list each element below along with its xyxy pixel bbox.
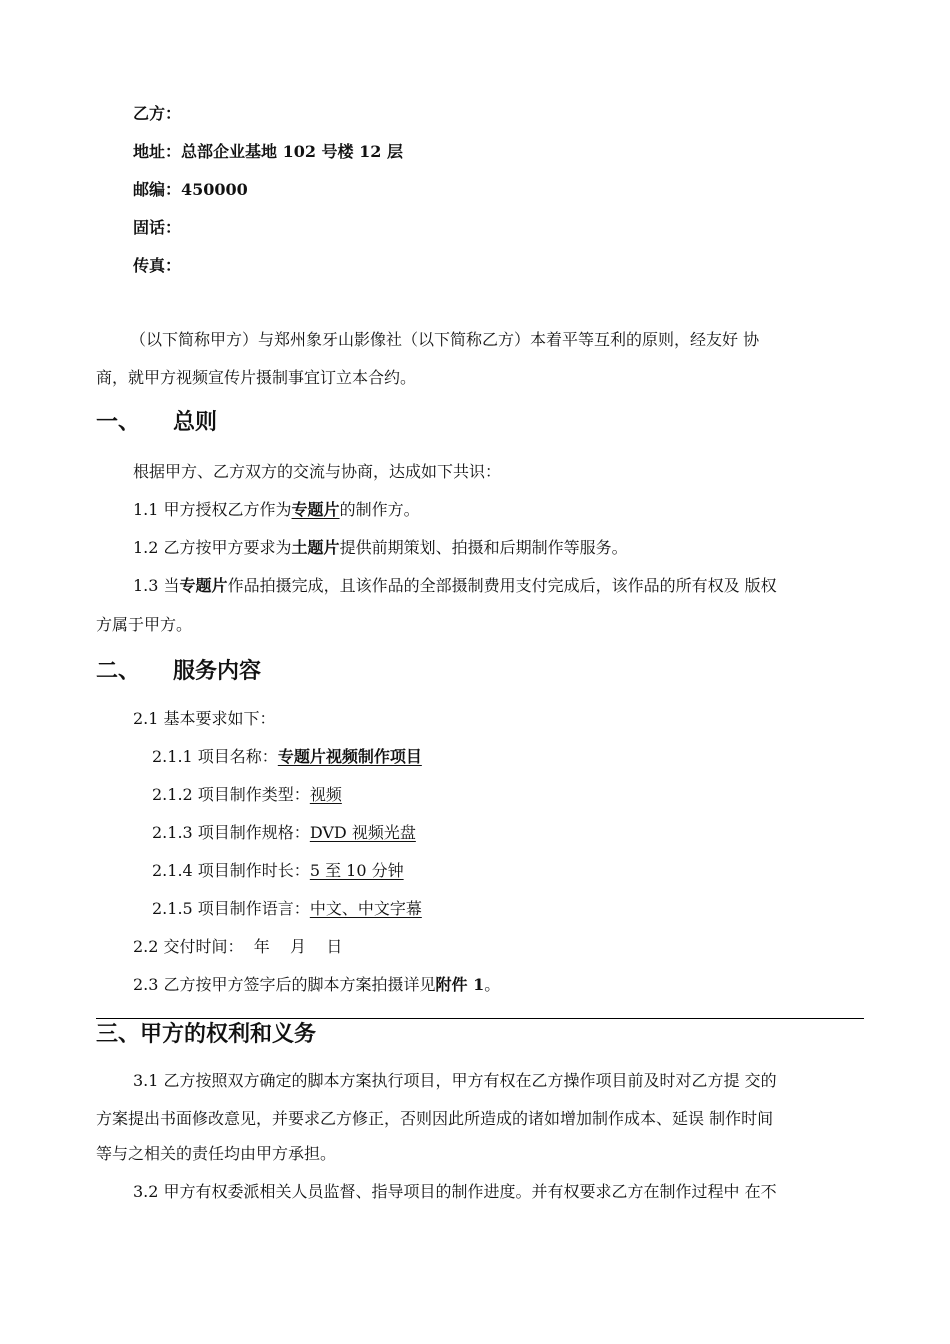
clause-1-2 bbox=[133, 537, 628, 559]
clause-1-3 bbox=[133, 575, 777, 597]
clause-1-3-tail: 作品拍摄完成，且该作品的全部摄制费用支付完成后，该作品的所有权及 版权 bbox=[227, 576, 777, 595]
intro-line-2: 商，就甲方视频宣传片摄制事宜订立本合约。 bbox=[96, 368, 417, 387]
clause-2-2: 2.2 交付时间： 年 月 日 bbox=[133, 937, 343, 956]
clause-1-1-tail: 的制作方。 bbox=[339, 500, 420, 519]
clause-1-1-emphasis: 专题片 bbox=[291, 500, 340, 519]
clause-1-1-text: 1.1 甲方授权乙方作为 bbox=[133, 500, 292, 519]
clause-1-2-tail: 提供前期策划、拍摄和后期制作等服务。 bbox=[339, 538, 628, 557]
section-1-heading bbox=[96, 408, 217, 438]
project-type-value: 视频 bbox=[309, 785, 342, 804]
party-b-label: 乙方： bbox=[133, 104, 182, 123]
clause-2-3 bbox=[133, 974, 500, 996]
section-3-rule bbox=[96, 1018, 864, 1019]
clause-2-1-3-label: 2.1.3 项目制作规格： bbox=[152, 823, 310, 842]
section-2-title: 服务内容 bbox=[173, 659, 262, 684]
section-2-heading bbox=[96, 657, 261, 687]
clause-1-3-text: 1.3 当 bbox=[133, 576, 180, 595]
clause-2-1-1 bbox=[152, 746, 422, 768]
section-1-title: 总则 bbox=[173, 410, 218, 435]
clause-3-1-line-3: 等与之相关的责任均由甲方承担。 bbox=[96, 1144, 337, 1163]
clause-2-1-3 bbox=[152, 822, 416, 844]
intro-line-1: （以下简称甲方）与郑州象牙山影像社（以下简称乙方）本着平等互利的原则，经友好 协 bbox=[130, 330, 760, 349]
clause-1-3-emphasis: 专题片 bbox=[179, 576, 228, 595]
clause-2-1-5-label: 2.1.5 项目制作语言： bbox=[152, 899, 310, 918]
clause-1-1 bbox=[133, 499, 420, 521]
project-language-value: 中文、中文字幕 bbox=[309, 899, 422, 918]
clause-2-1-4-label: 2.1.4 项目制作时长： bbox=[152, 861, 310, 880]
clause-3-1-line-2: 方案提出书面修改意见，并要求乙方修正，否则因此所造成的诸如增加制作成本、延误 制作时间 bbox=[96, 1109, 774, 1128]
clause-2-1-2 bbox=[152, 784, 342, 806]
clause-2-1-1-label: 2.1.1 项目名称： bbox=[152, 747, 278, 766]
clause-2-1: 2.1 基本要求如下： bbox=[133, 709, 276, 728]
party-b-phone: 固话： bbox=[133, 218, 182, 237]
section-1-number: 一、 bbox=[96, 410, 141, 435]
section-1-intro: 根据甲方、乙方双方的交流与协商，达成如下共识： bbox=[133, 462, 502, 481]
project-name-value: 专题片视频制作项目 bbox=[277, 747, 422, 766]
clause-3-2-line-1: 3.2 甲方有权委派相关人员监督、指导项目的制作进度。并有权要求乙方在制作过程中 在不 bbox=[133, 1182, 777, 1201]
clause-2-3-attachment: 附件 1 bbox=[435, 975, 485, 994]
clause-2-1-5 bbox=[152, 898, 422, 920]
party-b-postcode: 邮编：450000 bbox=[133, 180, 248, 199]
clause-1-3-line-2: 方属于甲方。 bbox=[96, 615, 193, 634]
clause-1-2-emphasis: 土题片 bbox=[291, 538, 340, 557]
clause-1-2-text: 1.2 乙方按甲方要求为 bbox=[133, 538, 292, 557]
section-3-heading: 三、甲方的权利和义务 bbox=[96, 1022, 317, 1047]
clause-2-1-2-label: 2.1.2 项目制作类型： bbox=[152, 785, 310, 804]
project-spec-value: DVD 视频光盘 bbox=[309, 823, 416, 842]
party-b-fax: 传真： bbox=[133, 256, 182, 275]
party-b-address: 地址：总部企业基地 102 号楼 12 层 bbox=[133, 142, 403, 161]
clause-3-1-line-1: 3.1 乙方按照双方确定的脚本方案执行项目，甲方有权在乙方操作项目前及时对乙方提 交的 bbox=[133, 1071, 777, 1090]
project-duration-value: 5 至 10 分钟 bbox=[309, 861, 404, 880]
clause-2-3-tail: 。 bbox=[484, 975, 501, 994]
clause-2-1-4 bbox=[152, 860, 404, 882]
clause-2-3-text: 2.3 乙方按甲方签字后的脚本方案拍摄详见 bbox=[133, 975, 436, 994]
section-2-number: 二、 bbox=[96, 659, 141, 684]
